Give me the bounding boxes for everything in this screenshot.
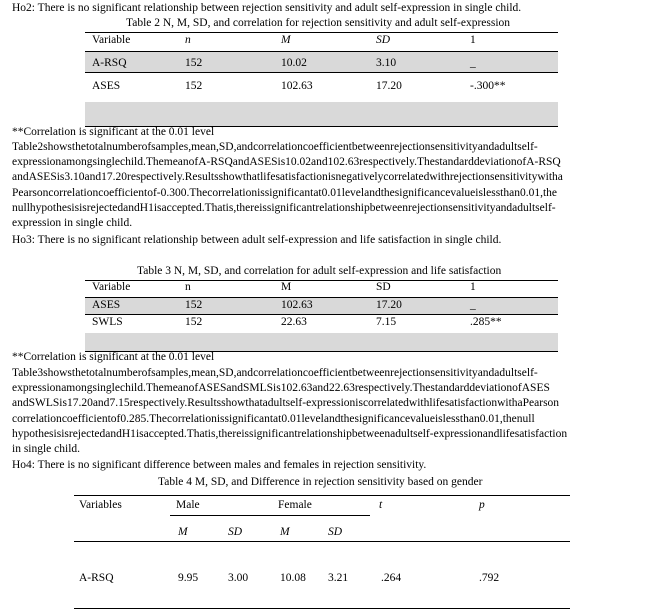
table3-row1-m: 102.63	[281, 299, 313, 311]
table4-row1-female-m: 10.08	[280, 572, 306, 584]
table3-row2-m: 22.63	[281, 316, 307, 328]
table4-row1-female-sd: 3.21	[328, 572, 349, 584]
table3-caption: Table 3 N, M, SD, and correlation for adult self-expression and life satisfaction	[137, 265, 502, 277]
table2-header-n: n	[185, 34, 191, 46]
para2-line: andASESis3.10and17.20respectively.Resultsshowthatlifesatisfactionisnegativelycorrelatedwithrejectionsensitivitywitha	[12, 171, 563, 184]
table4-row1-variable: A-RSQ	[79, 572, 114, 584]
table3-header-sd: SD	[376, 281, 391, 293]
table2-header-sd: SD	[376, 34, 391, 46]
table2-header-variable: Variable	[92, 34, 131, 46]
table2-row2-m: 102.63	[281, 80, 313, 92]
table2-row1-sd: 3.10	[376, 57, 397, 69]
table4-header-male: Male	[176, 499, 200, 511]
table3-row1-variable: ASES	[92, 299, 121, 311]
table2-row2-1: -.300**	[470, 80, 506, 92]
table4-header-variables: Variables	[79, 499, 122, 511]
para2-line: Pearsoncorrelationcoefficientof-0.300.Thecorrelationissignificantat0.01levelandthesignificancevalueislessthan0.01,the	[12, 186, 558, 199]
table4-row1-t: .264	[381, 572, 402, 584]
table3-paragraph	[12, 366, 640, 457]
table2-header-1: 1	[470, 34, 476, 46]
table4-row1-male-sd: 3.00	[228, 572, 249, 584]
para2-line: expressionamongsinglechild.ThemeanofA-RSQandASESis10.02and102.63respectively.ThestandarddeviationofA-RSQ	[12, 156, 561, 169]
table2-row2-n: 152	[185, 80, 203, 92]
hypothesis-ho3: Ho3: There is no significant relationship between adult self-expression and life satisfaction in single child.	[12, 234, 502, 246]
para3-line: andSWLSis17.20and7.15respectively.Resultsshowthatadultself-expressioniscorrelatedwithlifesatisfactionwithaPearson	[12, 397, 560, 410]
table3-row1-n: 152	[185, 299, 203, 311]
table4-sub-female-sd: SD	[328, 526, 343, 538]
table3-note: **Correlation is significant at the 0.01 level	[12, 351, 215, 363]
table2-row1-m: 10.02	[281, 57, 307, 69]
para2-line: nullhypothesisisrejectedandH1isaccepted.Thatis,thereissignificantrelationshipbetweenrejectionsensitivityandadultself-	[12, 201, 556, 214]
para2-line: Table2showsthetotalnumberofsamples,mean,SD,andcorrelationcoefficientbetweenrejectionsensitivityandadultself-	[12, 141, 538, 153]
table3-row2-sd: 7.15	[376, 316, 397, 328]
hypothesis-ho2: Ho2: There is no significant relationship between rejection sensitivity and adult self-expression in single child.	[12, 2, 522, 14]
table3-header-m: M	[281, 281, 292, 293]
hypothesis-ho4: Ho4: There is no significant difference between males and females in rejection sensitivity.	[12, 459, 427, 471]
table2-row1-1: _	[470, 57, 476, 69]
table4-row1-male-m: 9.95	[178, 572, 199, 584]
table4-caption: Table 4 M, SD, and Difference in rejection sensitivity based on gender	[158, 476, 483, 488]
table4-sub-female-m: M	[280, 526, 290, 538]
table4-header-t: t	[379, 499, 383, 511]
table4-sub-male-m: M	[178, 526, 188, 538]
para3-line: in single child.	[12, 443, 81, 456]
table4-sub-male-sd: SD	[228, 526, 243, 538]
table3-row2-1: .285**	[470, 316, 502, 328]
table3-header-variable: Variable	[92, 281, 131, 293]
para2-line: expression in single child.	[12, 217, 133, 230]
table2-row1-variable: A-RSQ	[92, 57, 127, 69]
para3-line: hypothesisisrejectedandH1isaccepted.Thatis,thereissignificantrelationshipbetweenadultself-expressionandlifesatisfaction	[12, 427, 568, 440]
table4-row1-p: .792	[479, 572, 500, 584]
para3-line: correlationcoefficientof0.285.Thecorrelationissignificantat0.01levelandthesignificancevalueislessthan0.01,thenull	[12, 412, 535, 425]
table3-row2-n: 152	[185, 316, 203, 328]
table4-header-p: p	[479, 499, 485, 511]
table4-header-female: Female	[278, 499, 312, 511]
table3-header-1: 1	[470, 281, 476, 293]
para3-line: expressionamongsinglechild.ThemeanofASESandSMLSis102.63and22.63respectively.ThestandarddeviationofASES	[12, 382, 550, 395]
table2-caption: Table 2 N, M, SD, and correlation for rejection sensitivity and adult self-expression	[126, 17, 511, 29]
table2-row2-variable: ASES	[92, 80, 121, 92]
table2-note: **Correlation is significant at the 0.01 level	[12, 126, 215, 138]
table3-header-n: n	[185, 281, 191, 293]
table3-row1-1: _	[470, 299, 476, 311]
table2-header-m: M	[281, 34, 291, 46]
table3-row1-sd: 17.20	[376, 299, 402, 311]
para3-line: Table3showsthetotalnumberofsamples,mean,SD,andcorrelationcoefficientbetweenrejectionsensitivityandadultself-	[12, 367, 538, 379]
table2-row2-sd: 17.20	[376, 80, 402, 92]
table2-row1-n: 152	[185, 57, 203, 69]
table3-row2-variable: SWLS	[92, 316, 123, 328]
table2-paragraph	[12, 140, 640, 231]
